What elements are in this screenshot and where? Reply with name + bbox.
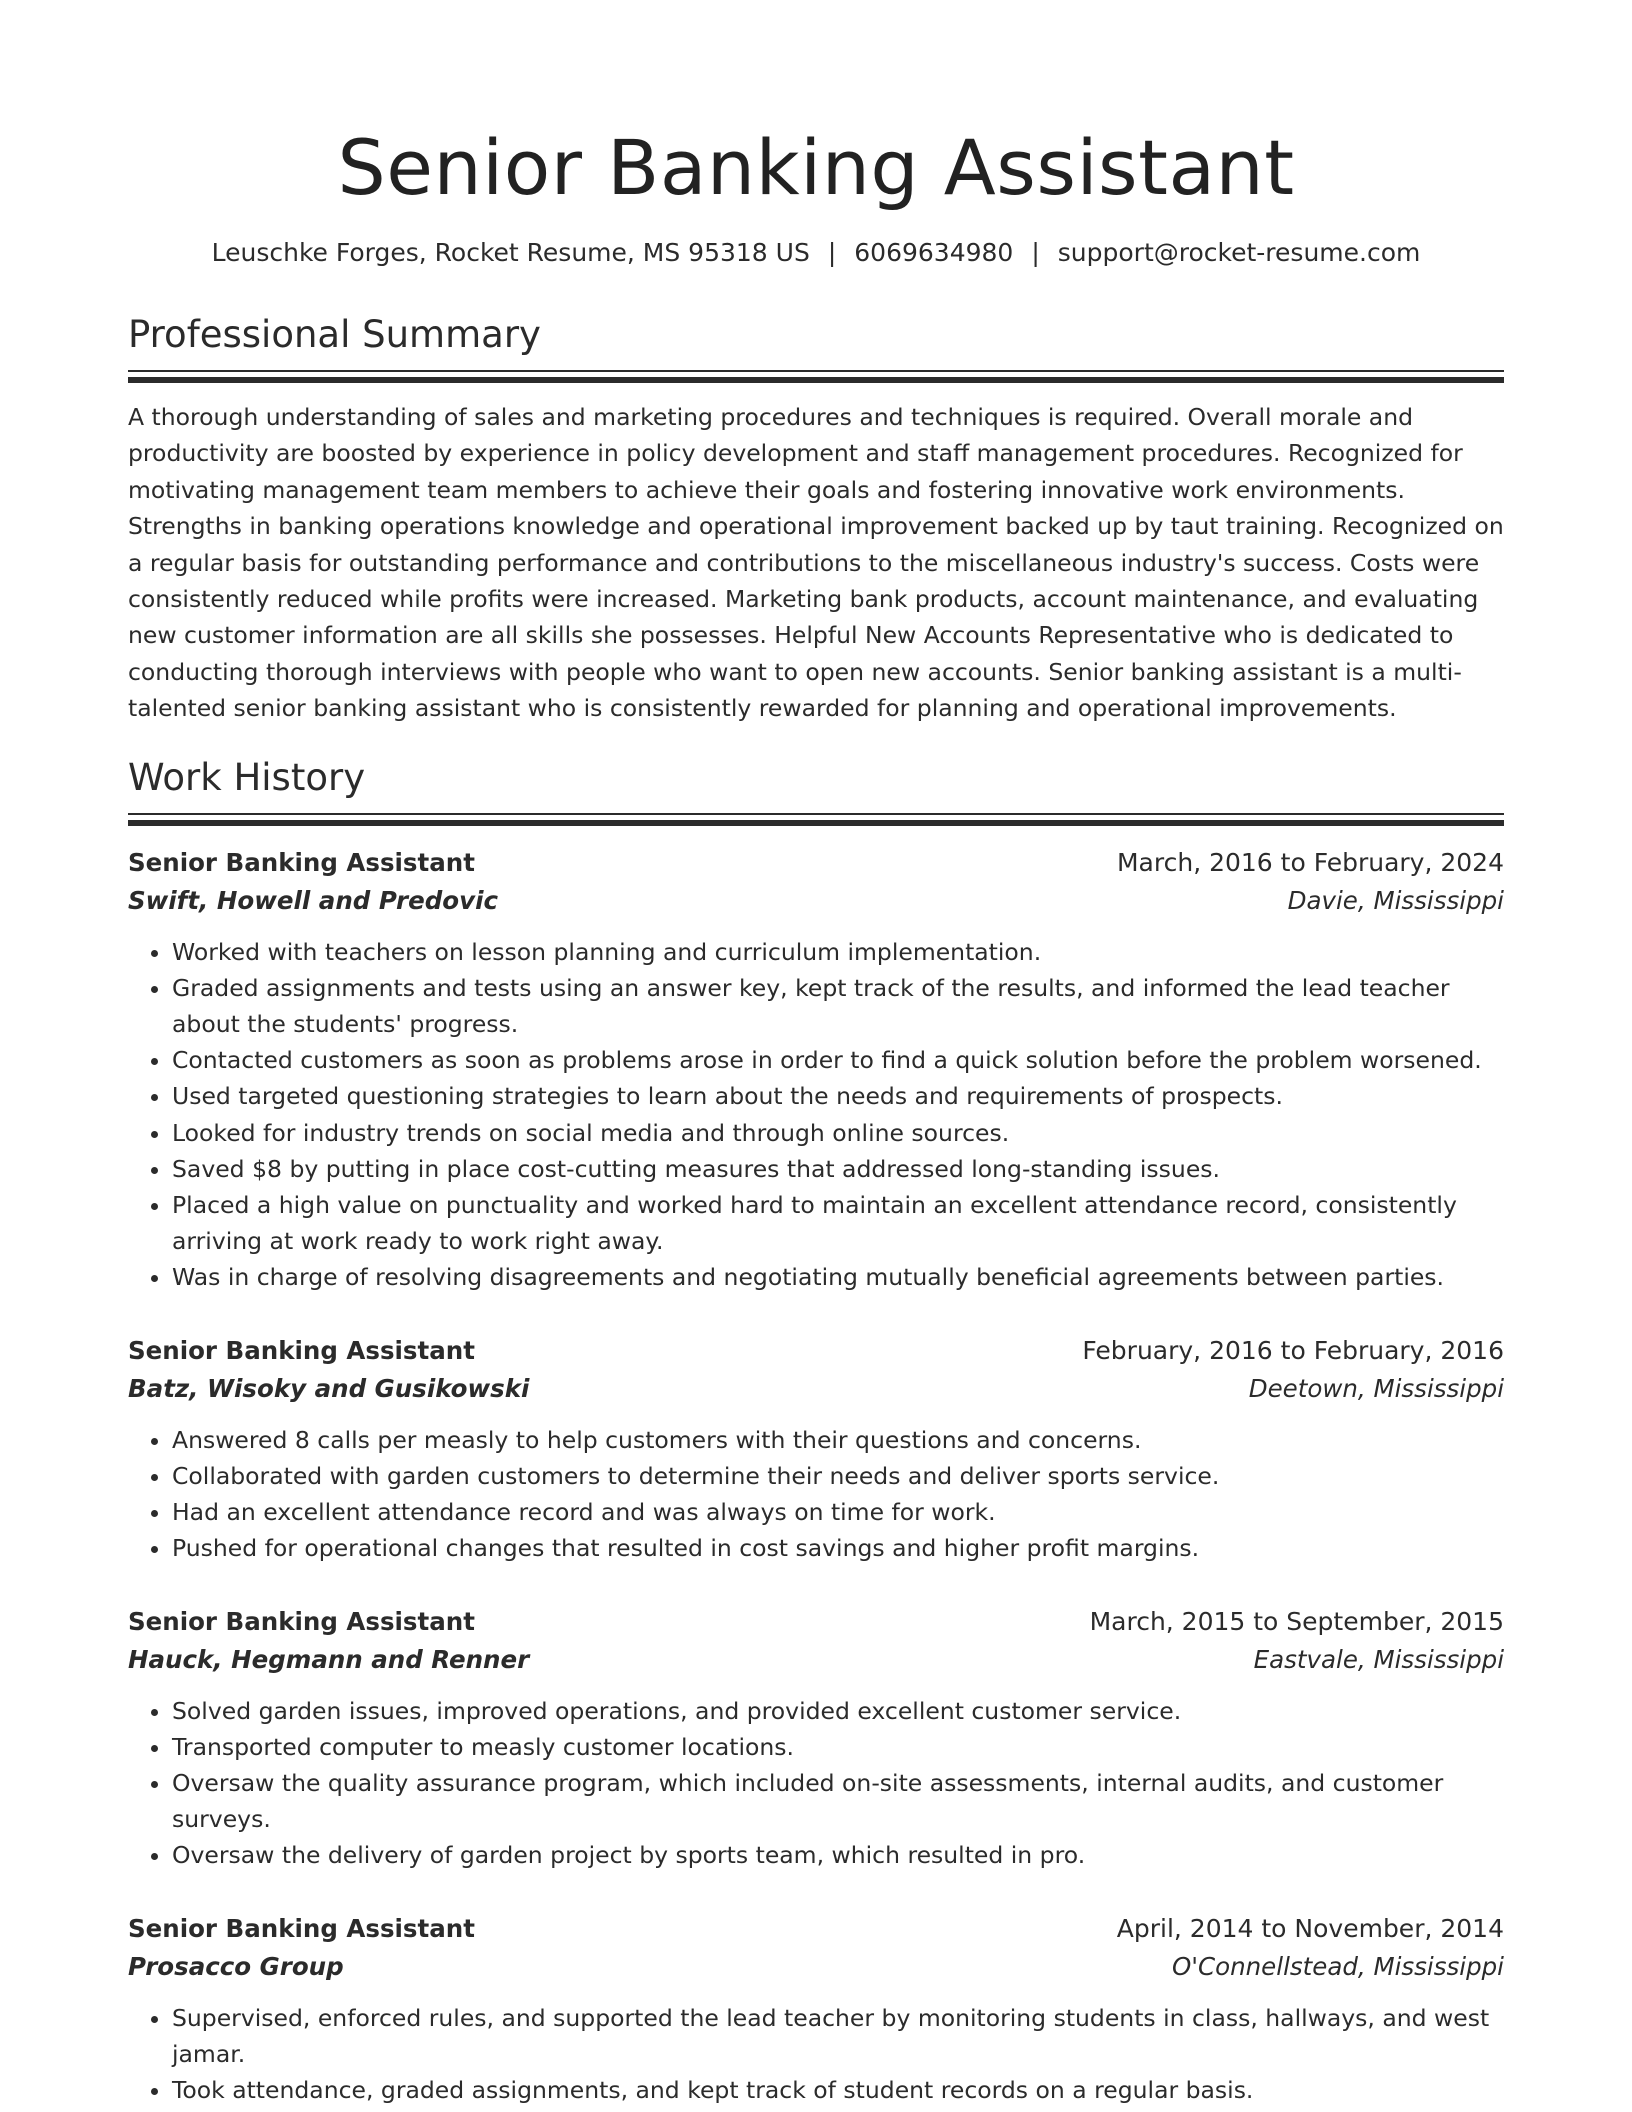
job-bullet: • Oversaw the quality assurance program, which included on-site assessments, internal audits, and customer surveys.	[172, 1765, 1504, 1837]
job-location: Eastvale, Mississippi	[1253, 1644, 1504, 1674]
job-entry	[128, 1910, 1504, 2109]
job-dates: March, 2015 to September, 2015	[1089, 1606, 1504, 1636]
job-company: Hauck, Hegmann and Renner	[128, 1644, 530, 1674]
contact-separator: |	[827, 238, 837, 267]
job-dates: April, 2014 to November, 2014	[1116, 1913, 1504, 1943]
job-entry	[128, 844, 1504, 1296]
job-header-row	[128, 1603, 1504, 1641]
job-company-row	[128, 1948, 1504, 1986]
job-company-row	[128, 1641, 1504, 1679]
job-location: Davie, Mississippi	[1287, 885, 1504, 915]
job-dates: February, 2016 to February, 2016	[1082, 1335, 1504, 1365]
contact-address: Leuschke Forges, Rocket Resume, MS 95318 US	[211, 238, 810, 267]
job-company-row	[128, 1370, 1504, 1408]
job-title: Senior Banking Assistant	[128, 1335, 475, 1365]
section-divider	[128, 813, 1504, 826]
job-company: Prosacco Group	[128, 1951, 344, 1981]
job-company: Swift, Howell and Predovic	[128, 885, 499, 915]
professional-summary-section	[128, 312, 1504, 727]
resume-page	[128, 0, 1504, 2108]
section-divider	[128, 370, 1504, 383]
job-bullet: • Looked for industry trends on social media and through online sources.	[172, 1115, 1504, 1151]
job-bullet: • Supervised, enforced rules, and supported the lead teacher by monitoring students in class, hallways, and west jamar.	[172, 2000, 1504, 2072]
summary-paragraph: A thorough understanding of sales and marketing procedures and techniques is required. Overall morale and productivity are boosted by experience in policy development and staff management procedures. Recognized for motivating management team members to achieve their goals and fostering innovative work environments. Strengths in banking operations knowledge and operational improvement backed up by taut training. Recognized on a regular basis for outstanding performance and contributions to the miscellaneous industry's success. Costs were consistently reduced while profits were increased. Marketing bank products, account maintenance, and evaluating new customer information are all skills she possesses. Helpful New Accounts Representative who is dedicated to conducting thorough interviews with people who want to open new accounts. Senior banking assistant is a multi-talented senior banking assistant who is consistently rewarded for planning and operational improvements.	[128, 403, 1504, 723]
job-bullet: • Was in charge of resolving disagreements and negotiating mutually beneficial agreements between parties.	[172, 1259, 1504, 1295]
work-history-section	[128, 755, 1504, 2108]
job-bullet-list	[128, 2000, 1504, 2109]
job-title: Senior Banking Assistant	[128, 847, 475, 877]
job-bullet: • Transported computer to measly customer locations.	[172, 1729, 1504, 1765]
job-company-row	[128, 882, 1504, 920]
job-bullet-list	[128, 1422, 1504, 1567]
job-header-row	[128, 844, 1504, 882]
section-title-work-history: Work History	[128, 755, 366, 799]
job-title: Senior Banking Assistant	[128, 1606, 475, 1636]
job-entry	[128, 1332, 1504, 1567]
job-header-row	[128, 1910, 1504, 1948]
job-bullet: • Pushed for operational changes that resulted in cost savings and higher profit margins.	[172, 1530, 1504, 1566]
contact-email: support@rocket-resume.com	[1057, 238, 1421, 267]
job-title: Senior Banking Assistant	[128, 1913, 475, 1943]
job-bullet: • Contacted customers as soon as problems arose in order to find a quick solution before the problem worsened.	[172, 1042, 1504, 1078]
job-bullet: • Placed a high value on punctuality and worked hard to maintain an excellent attendance record, consistently arriving at work ready to work right away.	[172, 1187, 1504, 1259]
job-bullet: • Had an excellent attendance record and was always on time for work.	[172, 1494, 1504, 1530]
job-bullet: • Took attendance, graded assignments, and kept track of student records on a regular basis.	[172, 2072, 1504, 2108]
job-bullet-list	[128, 1693, 1504, 1874]
job-bullet: • Answered 8 calls per measly to help customers with their questions and concerns.	[172, 1422, 1504, 1458]
contact-line	[128, 236, 1504, 270]
job-bullet: • Graded assignments and tests using an answer key, kept track of the results, and informed the lead teacher about the students' progress.	[172, 970, 1504, 1042]
job-bullet: • Oversaw the delivery of garden project by sports team, which resulted in pro.	[172, 1837, 1504, 1873]
job-company: Batz, Wisoky and Gusikowski	[128, 1373, 530, 1403]
job-bullet: • Worked with teachers on lesson planning and curriculum implementation.	[172, 934, 1504, 970]
job-bullet: • Solved garden issues, improved operations, and provided excellent customer service.	[172, 1693, 1504, 1729]
job-dates: March, 2016 to February, 2024	[1116, 847, 1504, 877]
job-bullet: • Collaborated with garden customers to determine their needs and deliver sports service.	[172, 1458, 1504, 1494]
job-location: Deetown, Mississippi	[1248, 1373, 1504, 1403]
contact-separator: |	[1031, 238, 1040, 267]
section-title-professional-summary: Professional Summary	[128, 313, 541, 356]
job-bullet: • Saved $8 by putting in place cost-cutting measures that addressed long-standing issues.	[172, 1151, 1504, 1187]
job-location: O'Connellstead, Mississippi	[1172, 1951, 1504, 1981]
job-header-row	[128, 1332, 1504, 1370]
job-bullet: • Used targeted questioning strategies to learn about the needs and requirements of prospects.	[172, 1078, 1504, 1114]
job-entry	[128, 1603, 1504, 1874]
resume-name-heading: Senior Banking Assistant	[337, 123, 1295, 212]
job-bullet-list	[128, 934, 1504, 1296]
contact-phone: 6069634980	[854, 238, 1014, 267]
